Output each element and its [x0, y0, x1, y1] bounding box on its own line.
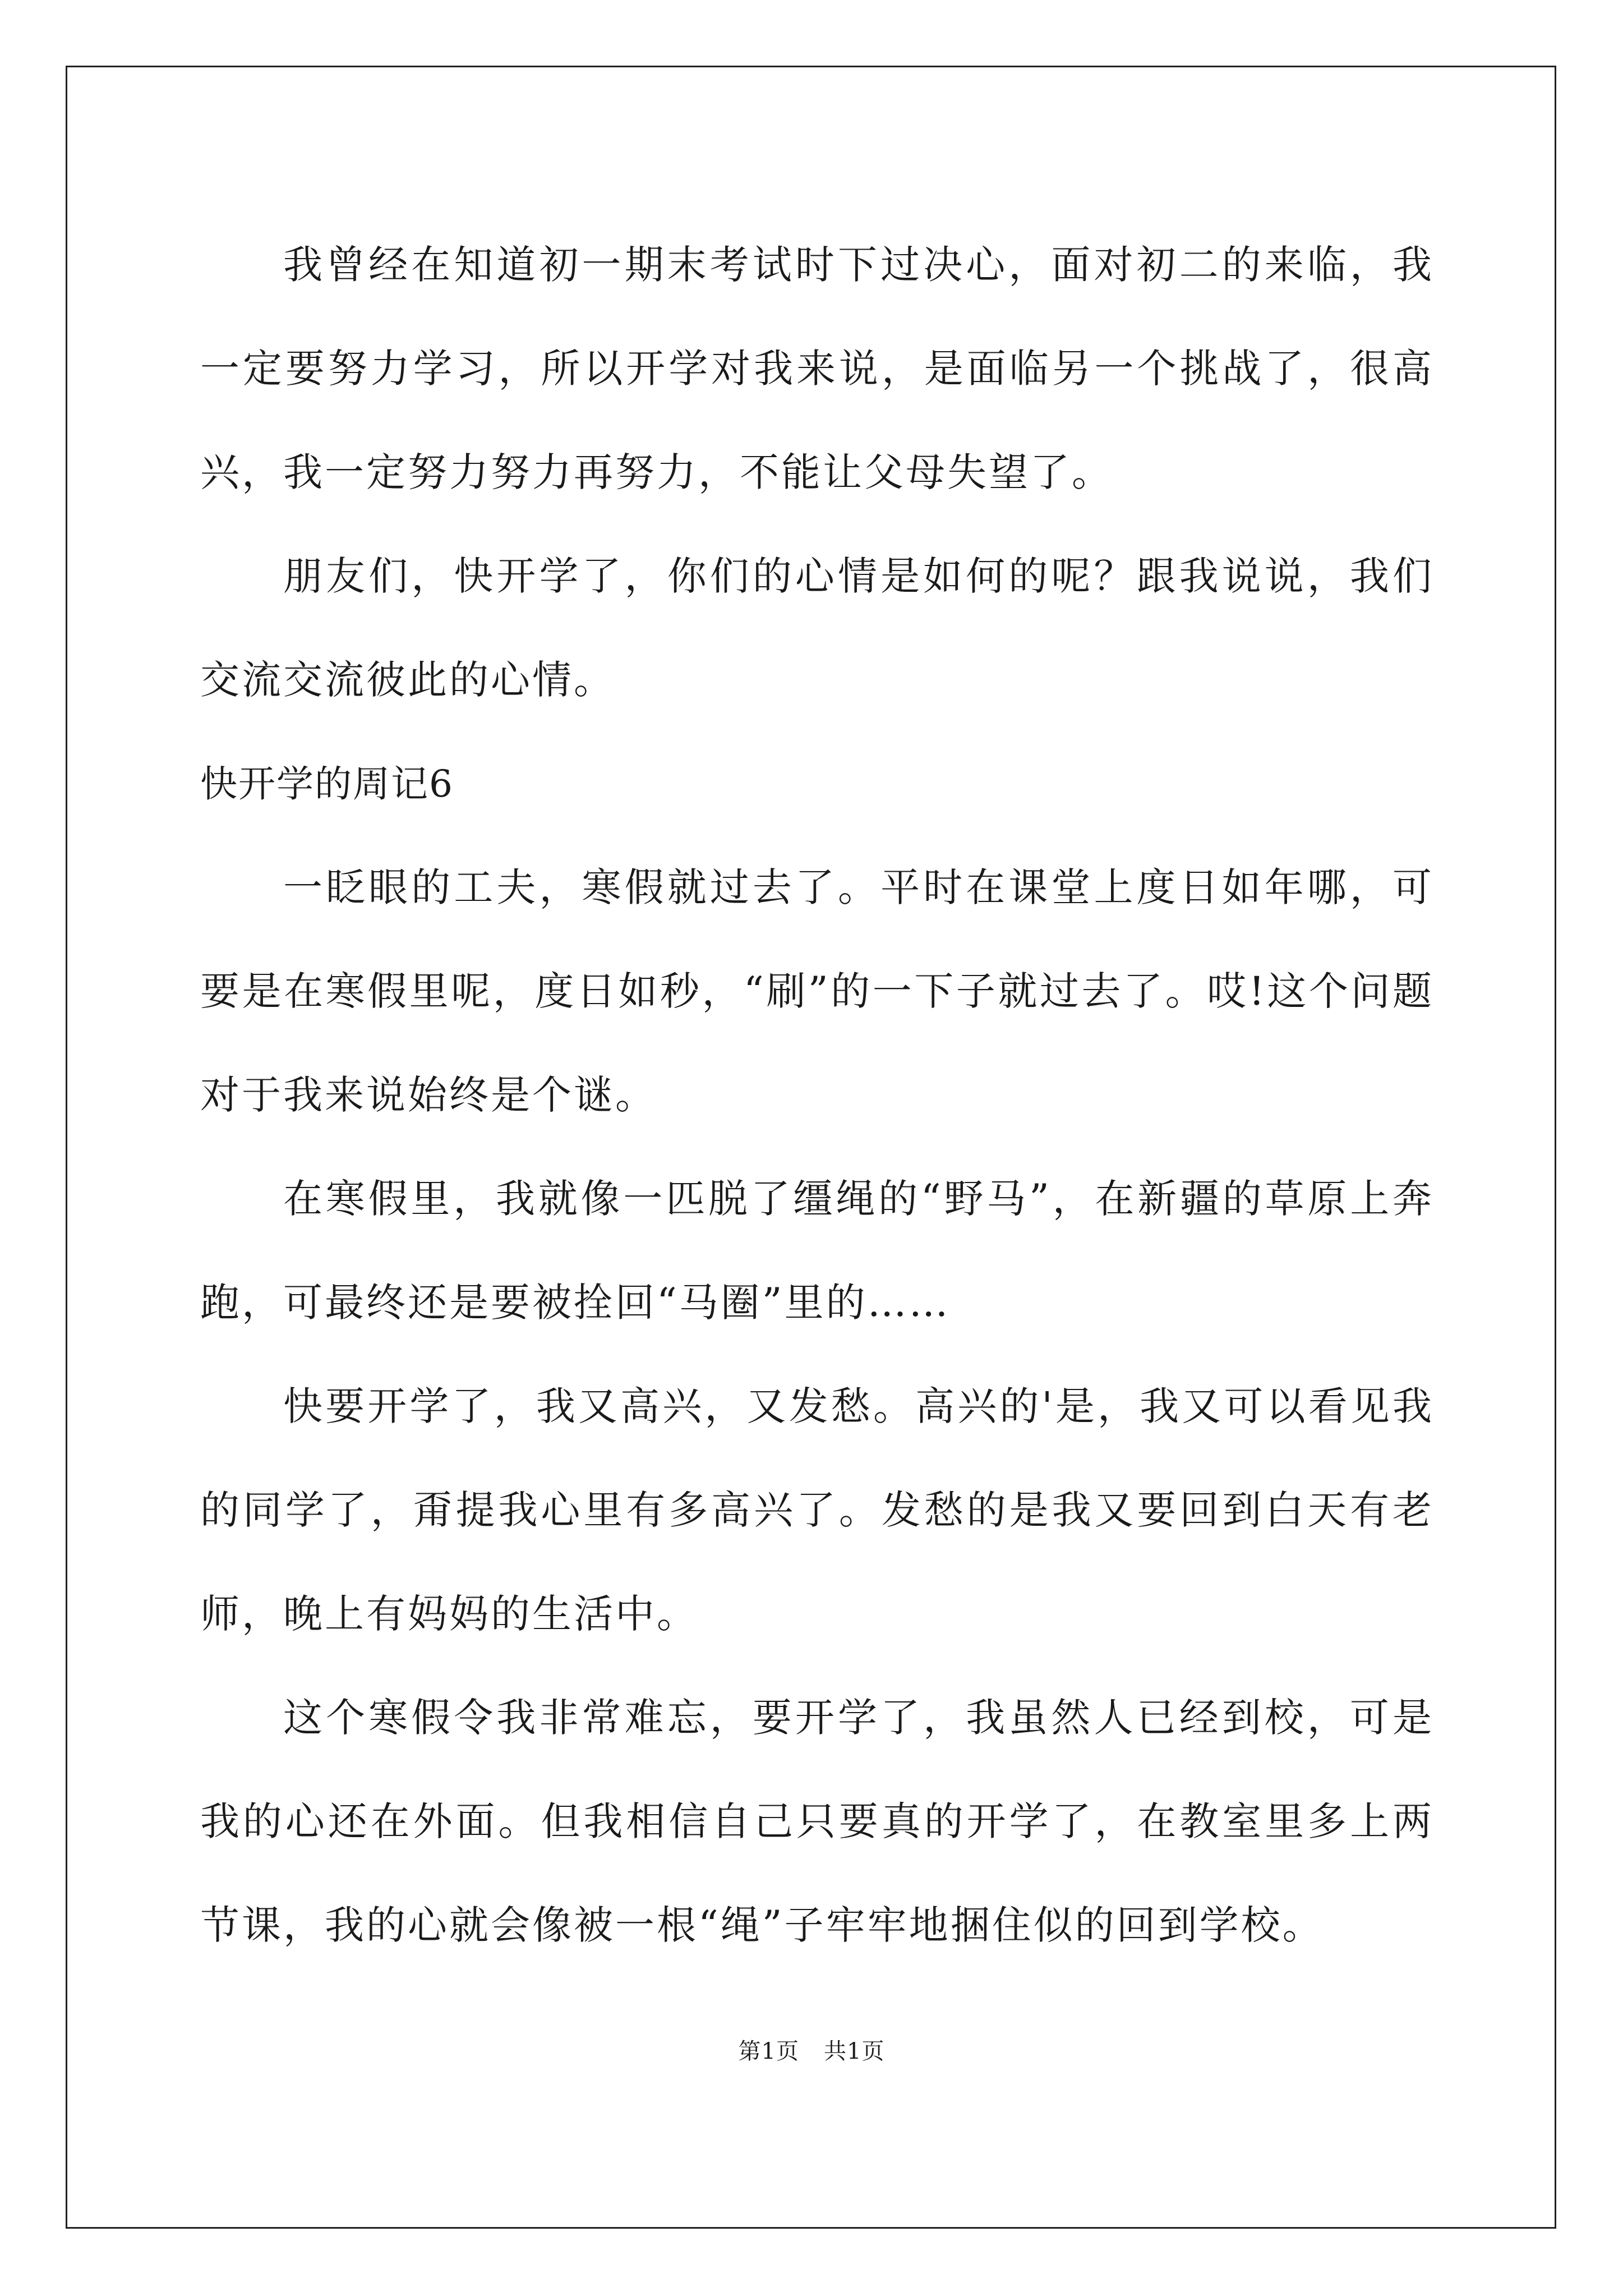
- page-number: 第1页: [738, 2039, 799, 2064]
- paragraph: 我曾经在知道初一期末考试时下过决心，面对初二的来临，我一定要努力学习，所以开学对我来说，是面临另一个挑战了，很高兴，我一定努力努力再努力，不能让父母失望了。: [200, 242, 1434, 495]
- document-body: [200, 213, 1434, 1977]
- page-total: 共1页: [824, 2039, 885, 2064]
- paragraph: 在寒假里，我就像一匹脱了缰绳的“野马”，在新疆的草原上奔跑，可最终还是要被拴回“马圈”里的……: [200, 1176, 1434, 1326]
- section-title: 快开学的周记6: [200, 762, 454, 806]
- paragraph: 一眨眼的工夫，寒假就过去了。平时在课堂上度日如年哪，可要是在寒假里呢，度日如秒，“刷”的一下子就过去了。哎!这个问题对于我来说始终是个谜。: [200, 864, 1434, 1118]
- paragraph: 朋友们，快开学了，你们的心情是如何的呢？跟我说说，我们交流交流彼此的心情。: [200, 553, 1434, 703]
- page-footer: [0, 2033, 1623, 2065]
- paragraph: 快要开学了，我又高兴，又发愁。高兴的'是，我又可以看见我的同学了，甭提我心里有多高兴了。发愁的是我又要回到白天有老师，晚上有妈妈的生活中。: [200, 1383, 1434, 1637]
- paragraph: 这个寒假令我非常难忘，要开学了，我虽然人已经到校，可是我的心还在外面。但我相信自己只要真的开学了，在教室里多上两节课，我的心就会像被一根“绳”子牢牢地捆住似的回到学校。: [200, 1695, 1434, 1948]
